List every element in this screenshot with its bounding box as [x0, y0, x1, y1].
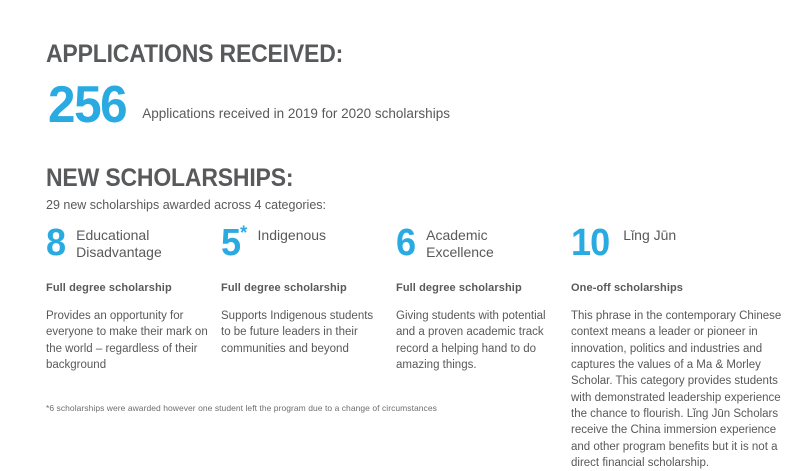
scholarships-heading: NEW SCHOLARSHIPS:	[46, 164, 294, 192]
category-description: Supports Indigenous students to be future leaders in their communities and beyond	[221, 310, 374, 355]
category-subtitle: Full degree scholarship	[221, 282, 347, 294]
category-number	[571, 222, 610, 264]
category-number	[221, 222, 247, 264]
category-head	[46, 222, 209, 272]
category-title: Educational Disadvantage	[76, 227, 162, 261]
category-number-value: 5	[221, 222, 241, 264]
category-number	[396, 222, 416, 264]
category-description: Giving students with potential and a proven academic track record a helping hand to do amazing things.	[396, 310, 546, 371]
footnote: *6 scholarships were awarded however one student left the program due to a change of circumstances	[46, 403, 437, 413]
category-ling-jun	[571, 222, 786, 471]
applications-heading: APPLICATIONS RECEIVED:	[46, 40, 344, 68]
category-description: This phrase in the contemporary Chinese context means a leader or pioneer in innovation, politics and industries and captures the values of a Ma & Morley Scholar. This category provides students with demonstrated leadership experience the chance to flourish. Lǐng Jūn Scholars receive the China immersion experience and other program benefits but it is not a direct financial scholarship.	[571, 310, 782, 469]
applications-count: 256	[48, 76, 127, 134]
category-number-value: 6	[396, 222, 416, 264]
category-title: Academic Excellence	[426, 227, 494, 261]
category-head	[396, 222, 559, 272]
category-description: Provides an opportunity for everyone to make their mark on the world – regardless of their background	[46, 310, 208, 371]
applications-caption: Applications received in 2019 for 2020 scholarships	[142, 106, 450, 121]
category-number-value: 10	[571, 222, 610, 264]
footnote-asterisk-marker: *	[240, 223, 247, 245]
category-indigenous	[221, 222, 396, 357]
category-number	[46, 222, 66, 264]
scholarship-categories	[46, 222, 786, 471]
category-number-value: 8	[46, 222, 66, 264]
category-subtitle: Full degree scholarship	[46, 282, 172, 294]
category-title: Indigenous	[257, 227, 327, 243]
category-subtitle: One-off scholarships	[571, 282, 684, 294]
applications-stat-row	[46, 76, 766, 134]
applications-received-section	[46, 40, 766, 134]
category-academic-excellence	[396, 222, 571, 373]
scholarships-subheading: 29 new scholarships awarded across 4 categories:	[46, 198, 327, 212]
category-educational-disadvantage	[46, 222, 221, 373]
category-head	[571, 222, 786, 272]
category-subtitle: Full degree scholarship	[396, 282, 522, 294]
category-title: Lǐng Jūn	[623, 227, 677, 243]
category-head	[221, 222, 384, 272]
new-scholarships-section	[46, 166, 776, 212]
